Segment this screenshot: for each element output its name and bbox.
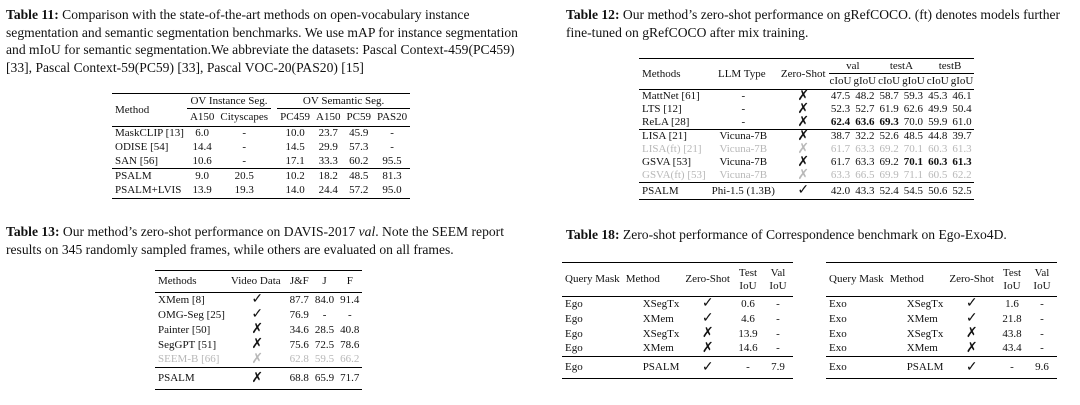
column-header-test-iou: Test IoU — [738, 266, 758, 292]
table-cell: 14.6 — [738, 342, 758, 355]
table-cell: 45.3 — [928, 90, 948, 102]
column-header-pc59: PC59 — [346, 111, 371, 123]
cross-icon: ✗ — [251, 322, 264, 337]
table-cell: 71.7 — [340, 372, 360, 384]
table-row — [826, 327, 1057, 342]
table-cell: 9.6 — [1035, 361, 1049, 373]
table-cell: 7.9 — [771, 361, 785, 373]
column-header-giou: gIoU — [853, 75, 877, 87]
table-row — [639, 130, 974, 144]
column-header-zero-shot: Zero-Shot — [780, 67, 826, 80]
table-row — [155, 323, 362, 338]
table-header-row — [562, 263, 793, 297]
table-cell: 48.5 — [903, 130, 924, 142]
table-cell: 48.5 — [349, 169, 369, 182]
method-name: PSALM — [642, 361, 680, 373]
cross-icon: ✗ — [797, 101, 810, 117]
table-cell: 91.4 — [340, 293, 360, 306]
table-cell: 13.9 — [738, 327, 758, 340]
method-name: OMG-Seg [25] — [158, 308, 225, 321]
table-cell: 4.6 — [741, 312, 755, 325]
check-icon: ✓ — [965, 359, 978, 375]
table-cell: 59.5 — [314, 353, 335, 366]
method-name: Painter [50] — [158, 323, 211, 336]
column-header-ciou: cIoU — [878, 75, 901, 87]
table-cell: 75.6 — [289, 338, 309, 351]
table-cell: 60.3 — [928, 143, 948, 155]
cross-icon: ✗ — [797, 167, 810, 183]
table-cell: 68.8 — [289, 372, 309, 384]
table-cell: 50.6 — [928, 184, 948, 197]
method-name: MaskCLIP [13] — [115, 127, 184, 140]
table-cell: 62.6 — [903, 103, 924, 115]
table-cell: 47.5 — [830, 90, 851, 102]
column-header-f: F — [346, 275, 353, 287]
table-cell: 46.1 — [952, 90, 972, 102]
table-cell: 40.8 — [340, 323, 360, 336]
table-cell: 63.6 — [855, 116, 875, 128]
column-header-giou: gIoU — [902, 75, 925, 87]
method-name: ReLA [28] — [642, 116, 690, 128]
method-name: XSegTx — [906, 297, 944, 310]
table-18-exo — [826, 262, 1057, 379]
table-cell: 28.5 — [314, 323, 335, 336]
table-cell: 23.7 — [318, 127, 338, 140]
column-header-j-f: J&F — [289, 275, 309, 287]
table-cell: 45.9 — [349, 127, 369, 140]
cross-icon: ✗ — [797, 154, 810, 170]
table-cell: 59.9 — [928, 116, 948, 128]
table-cell: 57.2 — [349, 184, 369, 197]
column-header-a150: A150 — [316, 111, 341, 123]
table-cell: 76.9 — [289, 308, 309, 321]
table-cell: - — [1040, 342, 1044, 355]
method-name: SegGPT [51] — [158, 338, 217, 351]
query-mask: Ego — [565, 312, 583, 325]
llm-type: Vicuna-7B — [719, 169, 768, 181]
llm-type: - — [741, 116, 746, 128]
table-row — [639, 116, 974, 130]
table-cell: 72.5 — [314, 338, 335, 351]
table-12-label: Table 12: — [566, 7, 620, 22]
table-cell: 14.5 — [285, 141, 305, 153]
table-body — [155, 293, 362, 368]
query-mask: Ego — [565, 297, 583, 310]
table-cell: 62.2 — [952, 169, 972, 181]
table-cell: 42.0 — [830, 184, 851, 197]
table-cell: 19.3 — [234, 184, 254, 197]
query-mask: Ego — [565, 327, 583, 340]
table-cell: 87.7 — [289, 293, 309, 306]
table-cell: 60.2 — [349, 154, 369, 167]
method-name: LTS [12] — [642, 103, 682, 115]
table-header-row — [155, 271, 362, 293]
cross-icon: ✗ — [251, 337, 264, 352]
table-body-ours — [155, 368, 362, 390]
table-cell: - — [242, 127, 247, 140]
table-11-caption-text: Comparison with the state-of-the-art methods on open-vocabulary instance segmentation and semantic segmentation benchmarks. We use mAP for instance segmentation and mIoU for semantic segmentation.We abbreviate the datasets: Pascal Context-459(PC459) [33], Pascal Context-59(PC59) [33], Pascal VOC-20(PAS20) [15] — [6, 7, 518, 75]
table-cell: - — [347, 308, 352, 321]
query-mask: Exo — [829, 361, 847, 373]
table-cell: - — [776, 327, 780, 340]
table-13-caption-text-b: . Note the SEEM report results on 345 randomly sampled frames, while others are evaluated on all frames. — [6, 224, 504, 257]
table-cell: 20.5 — [234, 169, 254, 182]
table-cell: 6.0 — [195, 127, 210, 140]
table-cell: - — [322, 308, 327, 321]
llm-type: Vicuna-7B — [719, 143, 768, 155]
column-header-ciou: cIoU — [829, 75, 852, 87]
query-mask: Exo — [829, 327, 847, 340]
cross-icon: ✗ — [797, 114, 810, 130]
column-header-methods: Methods — [642, 67, 681, 80]
method-name: XMem [8] — [158, 293, 205, 306]
table-cell: 59.3 — [903, 90, 924, 102]
table-cell: - — [776, 297, 780, 310]
table-cell: 54.5 — [903, 184, 924, 197]
table-cell: - — [1040, 297, 1044, 310]
table-cell: 10.6 — [192, 154, 212, 167]
method-name: XMem — [642, 312, 674, 325]
check-icon: ✓ — [797, 183, 810, 198]
table-cell: 43.8 — [1002, 327, 1022, 340]
table-cell: 52.3 — [830, 103, 851, 115]
table-cell: 52.6 — [879, 130, 899, 142]
column-header-pc459: PC459 — [280, 111, 311, 123]
column-group-instance: OV Instance Seg. — [187, 94, 271, 109]
table-body — [639, 90, 974, 183]
table-11 — [112, 93, 410, 199]
cross-icon: ✗ — [701, 326, 714, 341]
method-name: PSALM+LVIS — [115, 184, 182, 197]
table-cell: 44.8 — [928, 130, 948, 142]
table-header-group-row — [112, 94, 410, 109]
table-row — [639, 183, 974, 200]
table-cell: 0.6 — [741, 297, 755, 310]
column-header-val-iou: Val IoU — [1033, 266, 1051, 292]
table-cell: 34.6 — [289, 323, 309, 336]
method-name: GSVA(ft) [53] — [642, 169, 706, 181]
table-cell: 38.7 — [830, 130, 851, 142]
table-row — [562, 342, 793, 357]
table-cell: 13.9 — [192, 184, 212, 197]
table-cell: 21.8 — [1002, 312, 1022, 325]
table-cell: 84.0 — [314, 293, 335, 306]
table-body-ours — [826, 357, 1057, 379]
table-cell: 17.1 — [285, 154, 305, 167]
table-cell: 10.2 — [285, 169, 305, 182]
method-name: PSALM — [906, 361, 944, 373]
method-name: ODISE [54] — [115, 141, 169, 153]
column-header-ciou: cIoU — [926, 75, 949, 87]
table-header-group-row — [639, 59, 974, 74]
table-cell: 61.0 — [952, 116, 972, 128]
column-group-testb: testB — [926, 59, 975, 74]
method-name: SEEM-B [66] — [158, 353, 220, 366]
llm-type: - — [741, 103, 746, 115]
cross-icon: ✗ — [797, 141, 810, 157]
table-cell: 50.4 — [952, 103, 972, 115]
column-group-val: val — [829, 59, 878, 74]
table-row — [155, 308, 362, 323]
cross-icon: ✗ — [701, 340, 714, 356]
table-cell: 65.9 — [314, 372, 335, 384]
method-name: LISA(ft) [21] — [642, 143, 702, 155]
table-row — [639, 90, 974, 104]
check-icon: ✓ — [701, 296, 714, 312]
table-18-ego — [562, 262, 793, 379]
table-cell: 78.6 — [340, 338, 360, 351]
table-cell: - — [390, 141, 394, 153]
method-name: XMem — [642, 342, 674, 355]
table-row — [112, 184, 410, 199]
table-cell: - — [390, 127, 394, 140]
table-cell: 61.7 — [830, 143, 851, 155]
table-cell: 62.4 — [830, 116, 851, 128]
table-row — [562, 327, 793, 342]
table-row — [155, 368, 362, 390]
llm-type: Phi-1.5 (1.3B) — [711, 184, 775, 197]
table-cell: - — [1040, 327, 1044, 340]
cross-icon: ✗ — [965, 326, 978, 341]
method-name: XMem — [906, 342, 938, 355]
column-header-val-iou: Val IoU — [769, 266, 787, 292]
table-row — [112, 141, 410, 155]
table-cell: 58.7 — [879, 90, 899, 102]
table-13-caption — [6, 223, 536, 258]
table-cell: - — [1040, 312, 1044, 325]
column-header-zero-shot: Zero-Shot — [949, 273, 994, 285]
table-cell: 33.3 — [318, 154, 338, 167]
column-header-test-iou: Test IoU — [1002, 266, 1022, 292]
column-header-pas20: PAS20 — [376, 111, 408, 123]
table-cell: 66.2 — [340, 353, 360, 366]
table-cell: 49.9 — [928, 103, 948, 115]
table-row — [826, 357, 1057, 379]
table-row — [826, 342, 1057, 357]
table-cell: 29.9 — [318, 141, 338, 153]
table-cell: 52.5 — [952, 184, 972, 197]
method-name: PSALM — [115, 169, 152, 182]
query-mask: Exo — [829, 297, 847, 310]
table-18-label: Table 18: — [566, 227, 620, 242]
table-row — [112, 155, 410, 169]
llm-type: - — [741, 90, 746, 102]
check-icon: ✓ — [251, 307, 264, 322]
table-cell: 39.7 — [952, 130, 972, 142]
llm-type: Vicuna-7B — [719, 130, 768, 142]
table-row — [112, 169, 410, 184]
table-cell: - — [776, 312, 780, 325]
table-cell: 14.0 — [285, 184, 305, 197]
column-header-zero-shot: Zero-Shot — [685, 273, 730, 285]
table-cell: 52.7 — [855, 103, 875, 115]
cross-icon: ✗ — [251, 351, 264, 367]
column-header-a150: A150 — [189, 111, 215, 123]
table-header-row — [826, 263, 1057, 297]
column-header-video-data: Video Data — [230, 275, 281, 287]
method-name: MattNet [61] — [642, 90, 700, 102]
table-row — [562, 357, 793, 379]
column-header-cityscapes: Cityscapes — [220, 111, 269, 123]
method-name: XSegTx — [906, 327, 944, 340]
cross-icon: ✗ — [797, 88, 810, 104]
column-header-j: J — [322, 275, 327, 287]
cross-icon: ✗ — [965, 340, 978, 356]
table-cell: - — [776, 342, 780, 355]
table-11-label: Table 11: — [6, 7, 59, 22]
table-11-caption — [6, 6, 536, 76]
method-name: XMem — [906, 312, 938, 325]
column-header-giou: gIoU — [950, 75, 974, 87]
table-12-caption-text: Our method’s zero-shot performance on gRefCOCO. (ft) denotes models further fine-tuned on gRefCOCO after mix training. — [566, 7, 1061, 40]
table-row — [826, 297, 1057, 312]
table-body-ours — [639, 183, 974, 200]
table-cell: - — [1010, 361, 1014, 373]
table-13-caption-text-a: Our method’s zero-shot performance on DAVIS-2017 — [59, 224, 359, 239]
table-row — [155, 293, 362, 308]
check-icon: ✓ — [701, 311, 714, 326]
table-body-ours — [112, 169, 410, 199]
table-18-caption — [566, 226, 1072, 244]
query-mask: Ego — [565, 361, 583, 373]
column-group-testa: testA — [877, 59, 926, 74]
table-row — [155, 353, 362, 368]
table-cell: 48.2 — [855, 90, 875, 102]
table-row — [112, 127, 410, 141]
check-icon: ✓ — [965, 296, 978, 312]
table-row — [562, 297, 793, 312]
table-cell: 69.2 — [879, 143, 899, 155]
column-header-method: Method — [115, 103, 150, 116]
method-name: GSVA [53] — [642, 156, 692, 168]
query-mask: Ego — [565, 342, 583, 355]
table-cell: 70.0 — [903, 116, 924, 128]
table-13 — [155, 270, 362, 390]
method-name: LISA [21] — [642, 130, 687, 142]
method-name: XSegTx — [642, 327, 680, 340]
table-cell: 57.3 — [349, 141, 369, 153]
method-name: SAN [56] — [115, 154, 159, 167]
check-icon: ✓ — [965, 311, 978, 326]
table-cell: 60.3 — [928, 156, 948, 168]
cross-icon: ✗ — [251, 370, 264, 386]
table-cell: 69.9 — [879, 169, 899, 181]
table-cell: 61.9 — [879, 103, 899, 115]
column-header-methods: Methods — [158, 275, 197, 287]
table-cell: 32.2 — [855, 130, 875, 142]
table-13-label: Table 13: — [6, 224, 60, 239]
table-cell: 43.4 — [1002, 342, 1022, 355]
table-cell: 9.0 — [195, 169, 210, 182]
table-cell: 52.4 — [879, 184, 899, 197]
table-cell: 70.1 — [903, 156, 924, 168]
table-body-ours — [562, 357, 793, 379]
table-cell: 10.0 — [285, 127, 305, 140]
check-icon: ✓ — [251, 292, 264, 308]
table-cell: - — [746, 361, 750, 373]
table-12 — [639, 58, 974, 200]
query-mask: Exo — [829, 342, 847, 355]
table-cell: 60.5 — [928, 169, 948, 181]
table-cell: 18.2 — [318, 169, 338, 182]
table-body — [562, 297, 793, 357]
table-12-caption — [566, 6, 1072, 41]
table-cell: - — [242, 154, 247, 167]
table-row — [639, 169, 974, 183]
table-cell: - — [242, 141, 247, 153]
column-header-llm-type: LLM Type — [717, 67, 766, 80]
llm-type: Vicuna-7B — [719, 156, 768, 168]
table-cell: 70.1 — [903, 143, 924, 155]
table-cell: 63.3 — [855, 156, 875, 168]
table-cell: 61.3 — [952, 143, 972, 155]
table-cell: 63.3 — [855, 143, 875, 155]
table-cell: 66.5 — [855, 169, 875, 181]
method-name: PSALM — [158, 372, 195, 384]
table-row — [155, 338, 362, 353]
table-cell: 43.3 — [855, 184, 875, 197]
table-cell: 69.3 — [879, 116, 899, 128]
table-body — [826, 297, 1057, 357]
method-name: PSALM — [642, 184, 679, 197]
column-header-query-mask: Query Mask — [829, 273, 884, 285]
table-body — [112, 127, 410, 169]
table-cell: 81.3 — [382, 169, 402, 182]
cross-icon: ✗ — [797, 128, 810, 144]
column-header-method: Method — [889, 273, 924, 285]
table-cell: 24.4 — [318, 184, 338, 197]
check-icon: ✓ — [701, 359, 714, 375]
table-cell: 1.6 — [1005, 297, 1019, 310]
table-cell: 62.8 — [289, 353, 309, 366]
table-18-caption-text: Zero-shot performance of Correspondence benchmark on Ego-Exo4D. — [619, 227, 1007, 242]
table-cell: 95.0 — [382, 184, 402, 197]
table-row — [826, 312, 1057, 327]
query-mask: Exo — [829, 312, 847, 325]
table-cell: 61.3 — [952, 156, 972, 168]
method-name: XSegTx — [642, 297, 680, 310]
table-cell: 69.2 — [879, 156, 899, 168]
table-row — [562, 312, 793, 327]
table-13-caption-italic: val — [358, 224, 376, 239]
column-header-method: Method — [625, 273, 660, 285]
column-header-query-mask: Query Mask — [565, 273, 620, 285]
column-group-semantic: OV Semantic Seg. — [277, 94, 410, 109]
table-cell: 61.7 — [830, 156, 851, 168]
table-cell: 14.4 — [192, 141, 212, 153]
table-cell: 71.1 — [903, 169, 924, 181]
table-cell: 63.3 — [830, 169, 851, 181]
table-cell: 95.5 — [382, 154, 402, 167]
